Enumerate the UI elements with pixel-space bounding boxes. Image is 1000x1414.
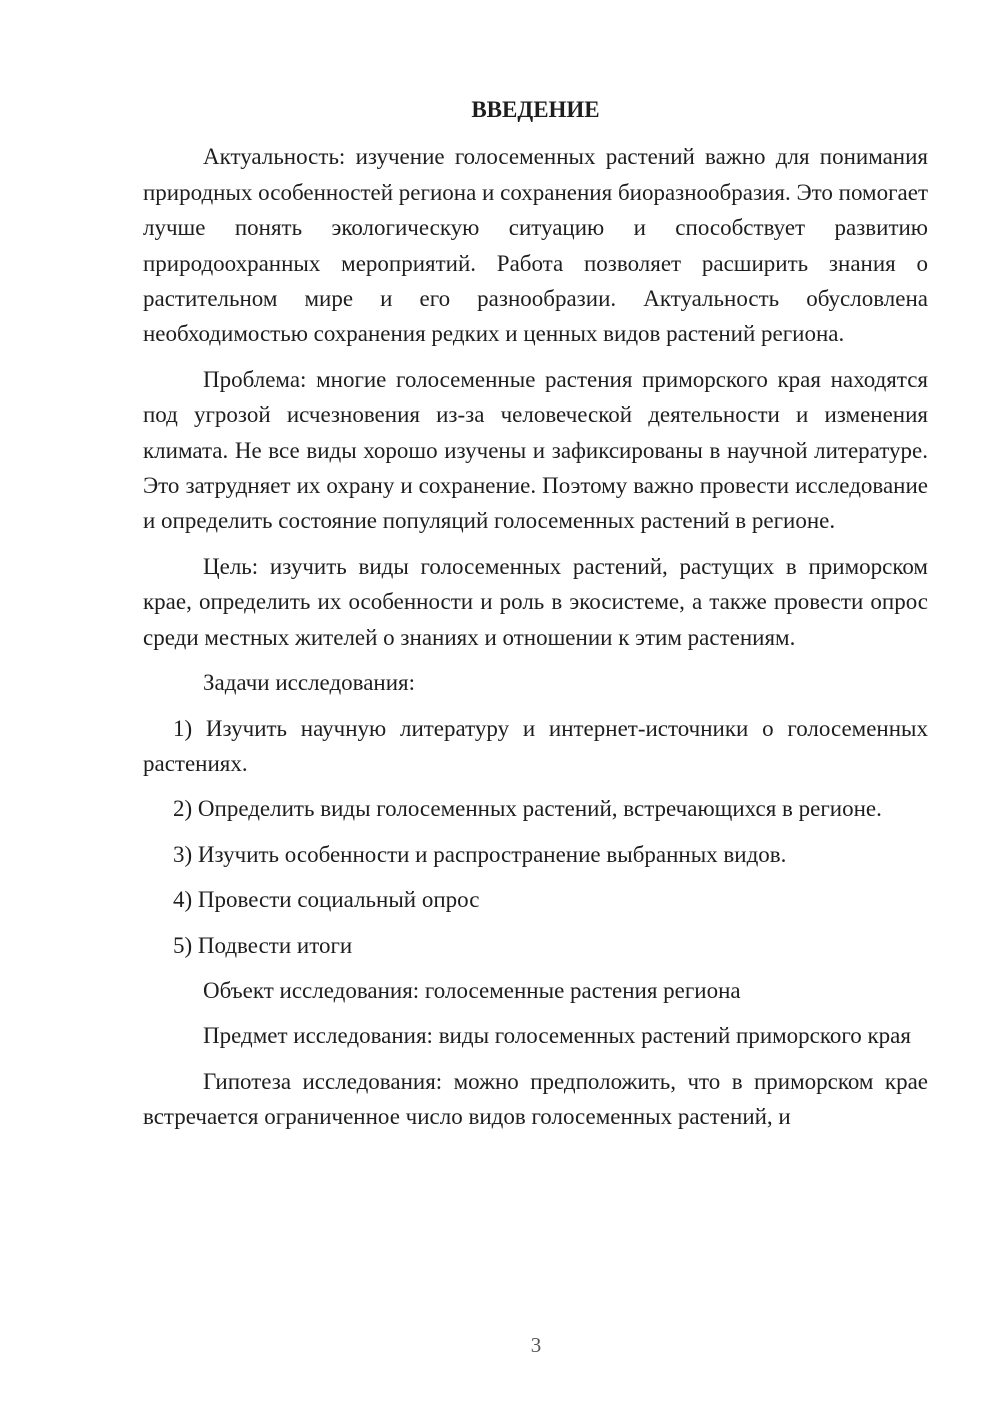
relevance-paragraph: Актуальность: изучение голосеменных растений важно для понимания природных особенностей региона и сохранения биоразнообразия. Это помогает лучше понять экологическую ситуацию и способствует развитию природоохранных мероприятий. Работа позволяет расширить знания о растительном мире и его разнообразии. Актуальность обусловлена необходимостью сохранения редких и ценных видов растений региона. bbox=[143, 144, 928, 347]
tasks-heading: Задачи исследования: bbox=[203, 670, 416, 696]
object-paragraph: Объект исследования: голосеменные растения региона bbox=[203, 977, 741, 1003]
task-item: 1) Изучить научную литературу и интернет-источники о голосеменных растениях. bbox=[143, 715, 928, 776]
subject-paragraph: Предмет исследования: виды голосеменных растений приморского края bbox=[203, 1023, 911, 1049]
task-item: 5) Подвести итоги bbox=[173, 932, 353, 958]
section-title: ВВЕДЕНИЕ bbox=[471, 97, 600, 122]
goal-paragraph: Цель: изучить виды голосеменных растений, растущих в приморском крае, определить их особенности и роль в экосистеме, а также провести опрос среди местных жителей о знаниях и отношении к этим растениям. bbox=[143, 553, 928, 650]
hypothesis-paragraph: Гипотеза исследования: можно предположить, что в приморском крае встречается ограниченное число видов голосеменных растений, и bbox=[143, 1068, 928, 1130]
task-item: 4) Провести социальный опрос bbox=[173, 887, 480, 913]
task-item: 2) Определить виды голосеменных растений, встречающихся в регионе. bbox=[173, 796, 882, 822]
problem-paragraph: Проблема: многие голосеменные растения приморского края находятся под угрозой исчезновения из-за человеческой деятельности и изменения климата. Не все виды хорошо изучены и зафиксированы в научной литературе. Это затрудняет их охрану и сохранение. Поэтому важно провести исследование и определить состояние популяций голосеменных растений в регионе. bbox=[143, 366, 928, 534]
task-item: 3) Изучить особенности и распространение выбранных видов. bbox=[173, 841, 787, 867]
document-body bbox=[143, 92, 928, 1145]
page-number: 3 bbox=[530, 1333, 542, 1357]
